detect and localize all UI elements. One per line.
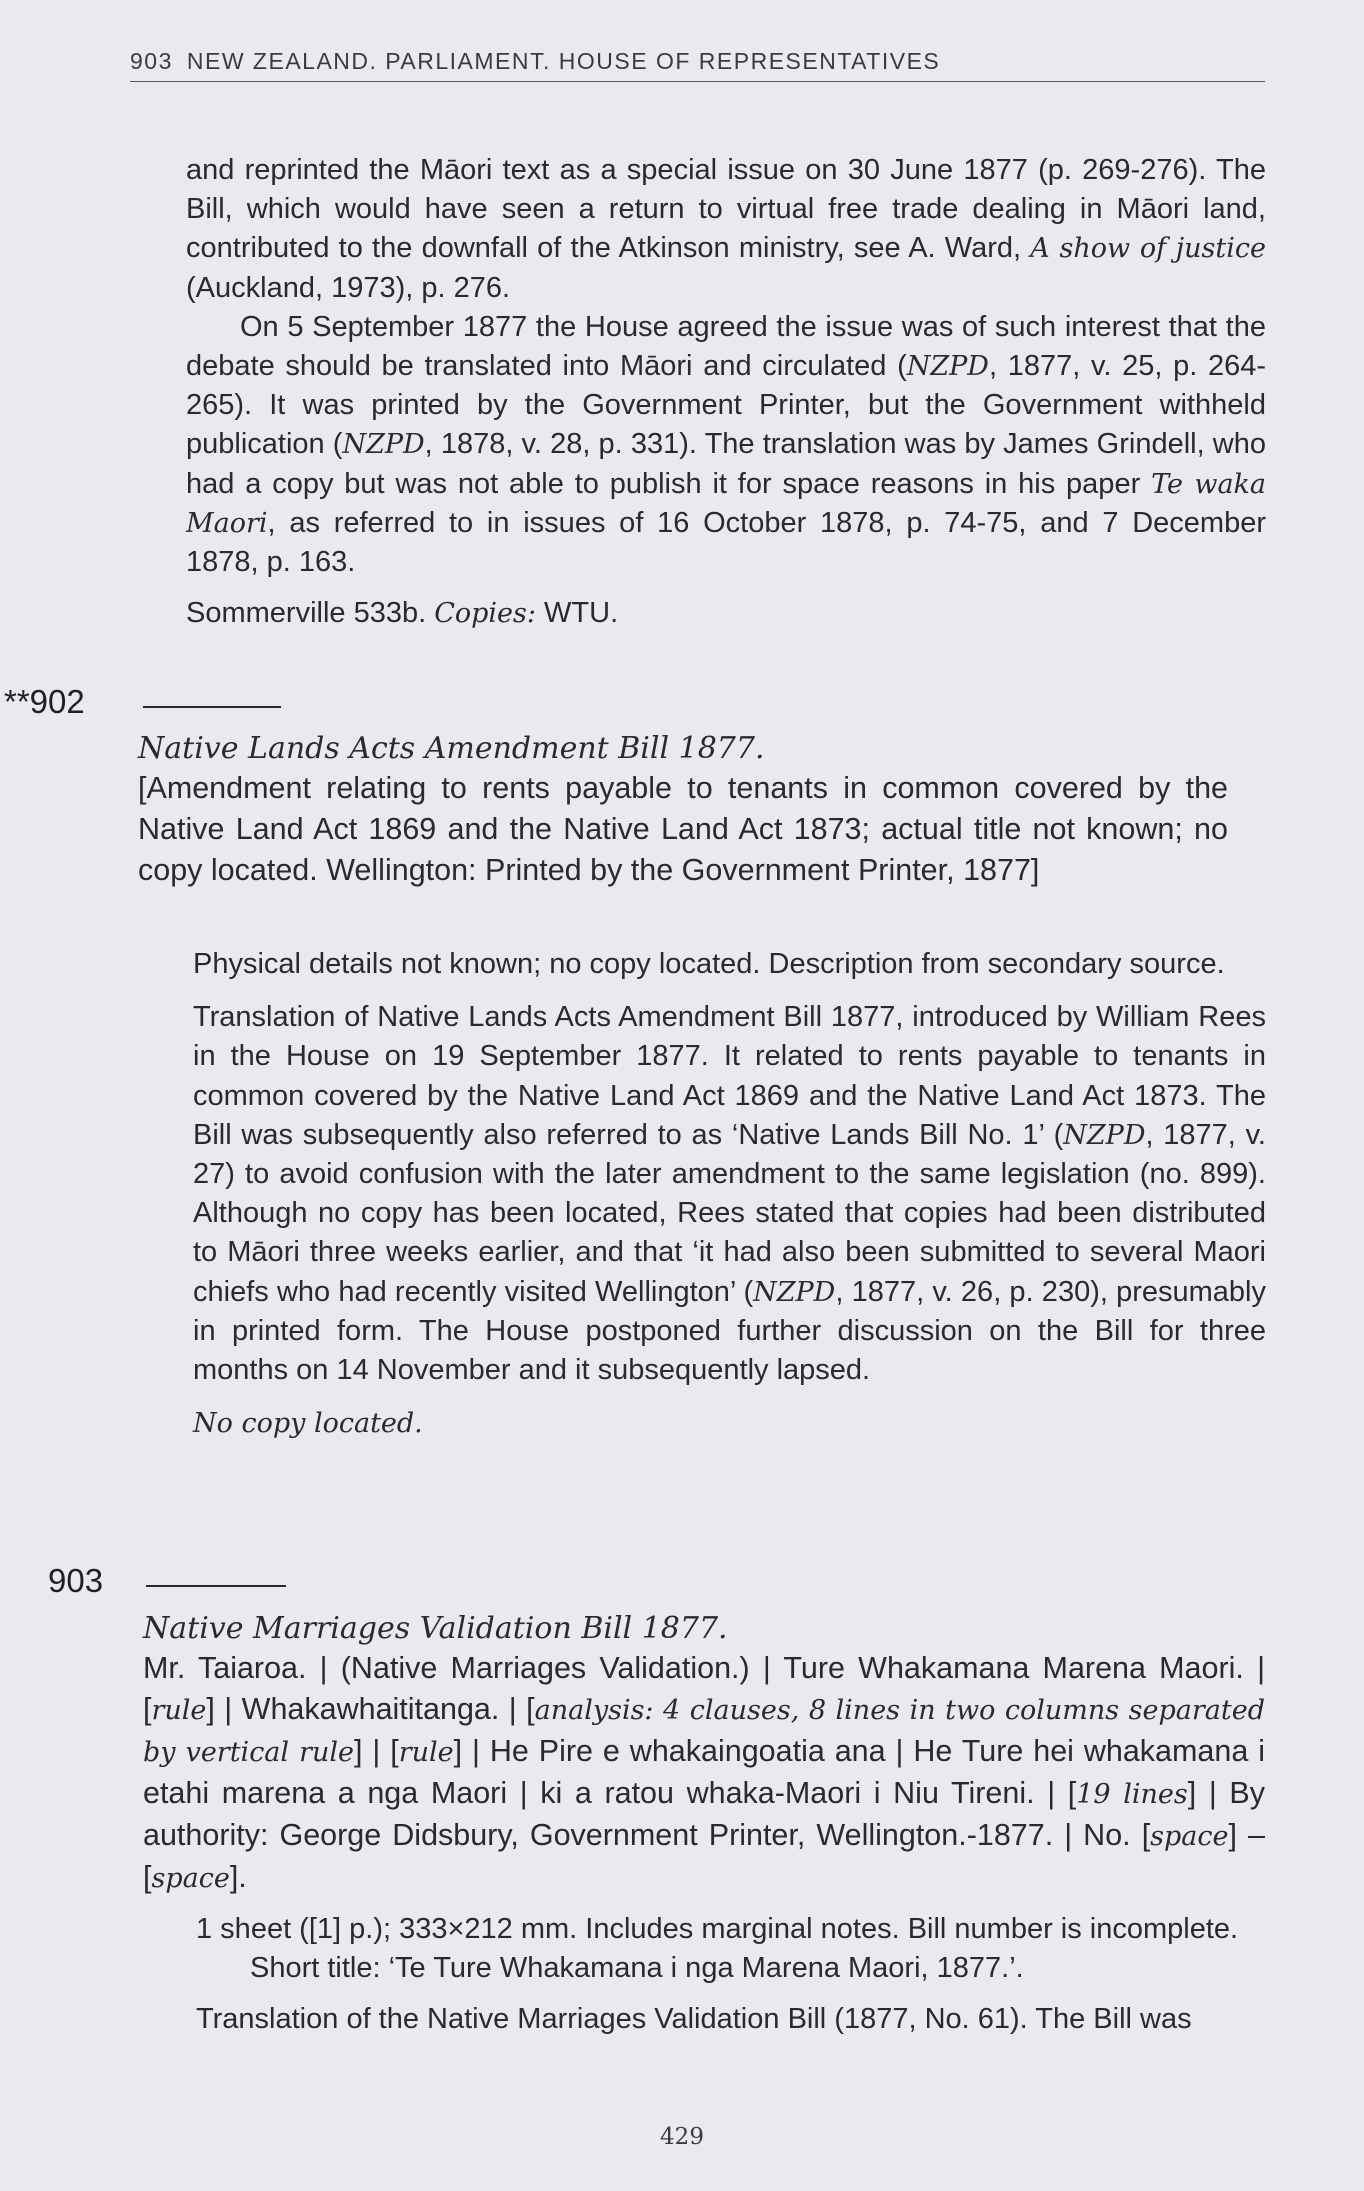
entry-number-903: 903 bbox=[48, 1562, 104, 1599]
entry-902-copies: No copy located. bbox=[193, 1408, 423, 1440]
entry-903-heading bbox=[143, 1609, 1265, 1899]
entry-903-short-title: Short title: ‘Te Ture Whakamana i nga Marena Maori, 1877.’. bbox=[250, 1952, 1024, 1985]
entry-902-note: Translation of Native Lands Acts Amendment Bill 1877, introduced by William Rees in the House on 19 September 1877. It related to rents payable to tenants in common covered by the Native Land Act 1869 and the Native Land Act 1873. The Bill was subsequently also referred to as ‘Native Lands Bill No. 1’ (NZPD, 1877, v. 27) to avoid confusion with the later amendment to the same legislation (no. 899). Although no copy has been located, Rees stated that copies had been distributed to Māori three weeks earlier, and that ‘it had also been submitted to several Maori chiefs who had recently visited Wellington’ (NZPD, 1877, v. 26, p. 230), presumably in printed form. The House postponed further discussion on the Bill for three months on 14 November and it subsequently lapsed. bbox=[193, 1001, 1266, 1387]
continuation-paragraph-2: On 5 September 1877 the House agreed the issue was of such interest that the debate should be translated into Māori and circulated (NZPD, 1877, v. 25, p. 264-265). It was printed by the Government Printer, but the Government withheld publication (NZPD, 1878, v. 28, p. 331). The translation was by James Grindell, who had a copy but was not able to publish it for space reasons in his paper Te waka Maori, as referred to in issues of 16 October 1878, p. 74-75, and 7 December 1878, p. 163. bbox=[186, 310, 1267, 579]
entry-rule-902 bbox=[143, 706, 281, 708]
entry-903-notes bbox=[196, 1910, 1269, 2040]
entry-903-note: Translation of the Native Marriages Validation Bill (1877, No. 61). The Bill was bbox=[196, 2003, 1192, 2036]
entry-continuation bbox=[186, 151, 1266, 633]
header-page-ref: 903 bbox=[130, 48, 173, 74]
entry-902-physical: Physical details not known; no copy located. Description from secondary source. bbox=[193, 948, 1225, 980]
newspaper-title: Te waka Maori bbox=[186, 468, 1267, 539]
header-title: NEW ZEALAND. PARLIAMENT. HOUSE OF REPRESENTATIVES bbox=[186, 48, 941, 74]
entry-903-description: Mr. Taiaroa. | (Native Marriages Validation.) | Ture Whakamana Marena Maori. | [rule] | Whakawhaititanga. | [analysis: 4 clauses, 8 lines in two columns separated by vertical rule] | [rule] | He Pire e whakaingoatia ana | He Ture hei whakamana i etahi marena a nga Maori | ki a ratou whaka-Maori i Niu Tireni. | [19 lines] | By authority: George Didsbury, Government Printer, Wellington.-1877. | No. [space] – [space]. bbox=[143, 1651, 1265, 1895]
entry-902-title: Native Lands Acts Amendment Bill 1877. bbox=[138, 731, 765, 766]
entry-903-physical: 1 sheet ([1] p.); 333×212 mm. Includes marginal notes. Bill number is incomplete. bbox=[196, 1913, 1239, 1945]
continuation-references: Sommerville 533b. Copies: WTU. bbox=[186, 597, 619, 630]
entry-902-description: [Amendment relating to rents payable to tenants in common covered by the Native Land Act 1869 and the Native Land Act 1873; actual title not known; no copy located. Wellington: Printed by the Government Printer, 1877] bbox=[138, 771, 1228, 888]
continuation-paragraph-1: and reprinted the Māori text as a special issue on 30 June 1877 (p. 269-276). The Bill, which would have seen a return to virtual free trade dealing in Māori land, contributed to the downfall of the Atkinson ministry, see A. Ward, A show of justice (Auckland, 1973), p. 276. bbox=[186, 154, 1266, 304]
entry-number-902: **902 bbox=[4, 683, 85, 720]
entry-902-notes bbox=[193, 945, 1266, 1443]
entry-rule-903 bbox=[146, 1585, 286, 1587]
running-header bbox=[130, 48, 1265, 82]
entry-902-heading bbox=[138, 729, 1228, 891]
entry-903-title: Native Marriages Validation Bill 1877. bbox=[143, 1611, 728, 1646]
page-number: 429 bbox=[660, 2124, 704, 2150]
book-title: A show of justice bbox=[1030, 233, 1266, 265]
